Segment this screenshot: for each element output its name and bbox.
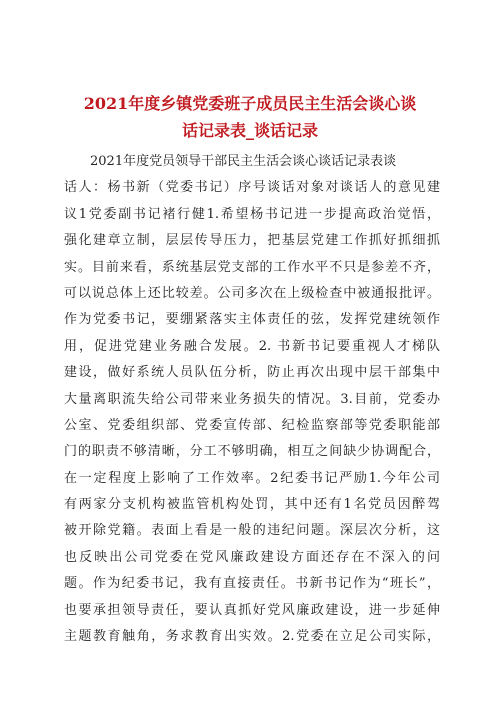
body-line: 可以说总体上还比较差。公司多次在上级检查中被通报批评。 (64, 285, 440, 301)
body-line: 话人：杨书新（党委书记）序号谈话对象对谈话人的意见建 (64, 180, 440, 196)
body-line: 公室、党委组织部、党委宣传部、纪检监察部等党委职能部 (64, 417, 440, 433)
body-line: 门的职责不够清晰，分工不够明确，相互之间缺少协调配合， (64, 444, 440, 460)
document-title-line-1: 2021年度乡镇党委班子成员民主生活会谈心谈 (83, 94, 417, 113)
body-line: 2021年度党员领导干部民主生活会谈心谈话记录表谈 (90, 154, 397, 169)
body-line: 强化建章立制，层层传导压力，把基层党建工作抓好抓细抓 (64, 233, 440, 249)
document-body (64, 149, 440, 650)
body-line: 在一定程度上影响了工作效率。2纪委书记严励1.今年公司 (64, 470, 440, 486)
body-line: 作为党委书记，要绷紧落实主体责任的弦，发挥党建统领作 (64, 312, 440, 328)
body-line: 也要承担领导责任，要认真抓好党风廉政建设，进一步延伸 (64, 602, 440, 618)
body-line: 议1党委副书记褚行健1.希望杨书记进一步提高政治觉悟， (64, 206, 440, 222)
body-line: 用，促进党建业务融合发展。2. 书新书记要重视人才梯队 (64, 338, 440, 354)
body-line: 实。目前来看，系统基层党支部的工作水平不只是参差不齐， (64, 259, 440, 275)
body-line: 题。作为纪委书记，我有直接责任。书新书记作为“班长”， (64, 576, 440, 592)
body-line: 也反映出公司党委在党风廉政建设方面还存在不深入的问 (64, 549, 440, 565)
body-line: 大量离职流失给公司带来业务损失的情况。3.目前，党委办 (64, 391, 440, 407)
document-title-line-2: 话记录表_谈话记录 (181, 121, 318, 140)
body-line: 建设，做好系统人员队伍分析，防止再次出现中层干部集中 (64, 365, 440, 381)
body-line: 被开除党籍。表面上看是一般的违纪问题。深层次分析，这 (64, 523, 440, 539)
body-line: 有两家分支机构被监管机构处罚，其中还有1名党员因醉驾 (64, 497, 440, 513)
body-line: 主题教育触角，务求教育出实效。2.党委在立足公司实际， (64, 629, 440, 645)
